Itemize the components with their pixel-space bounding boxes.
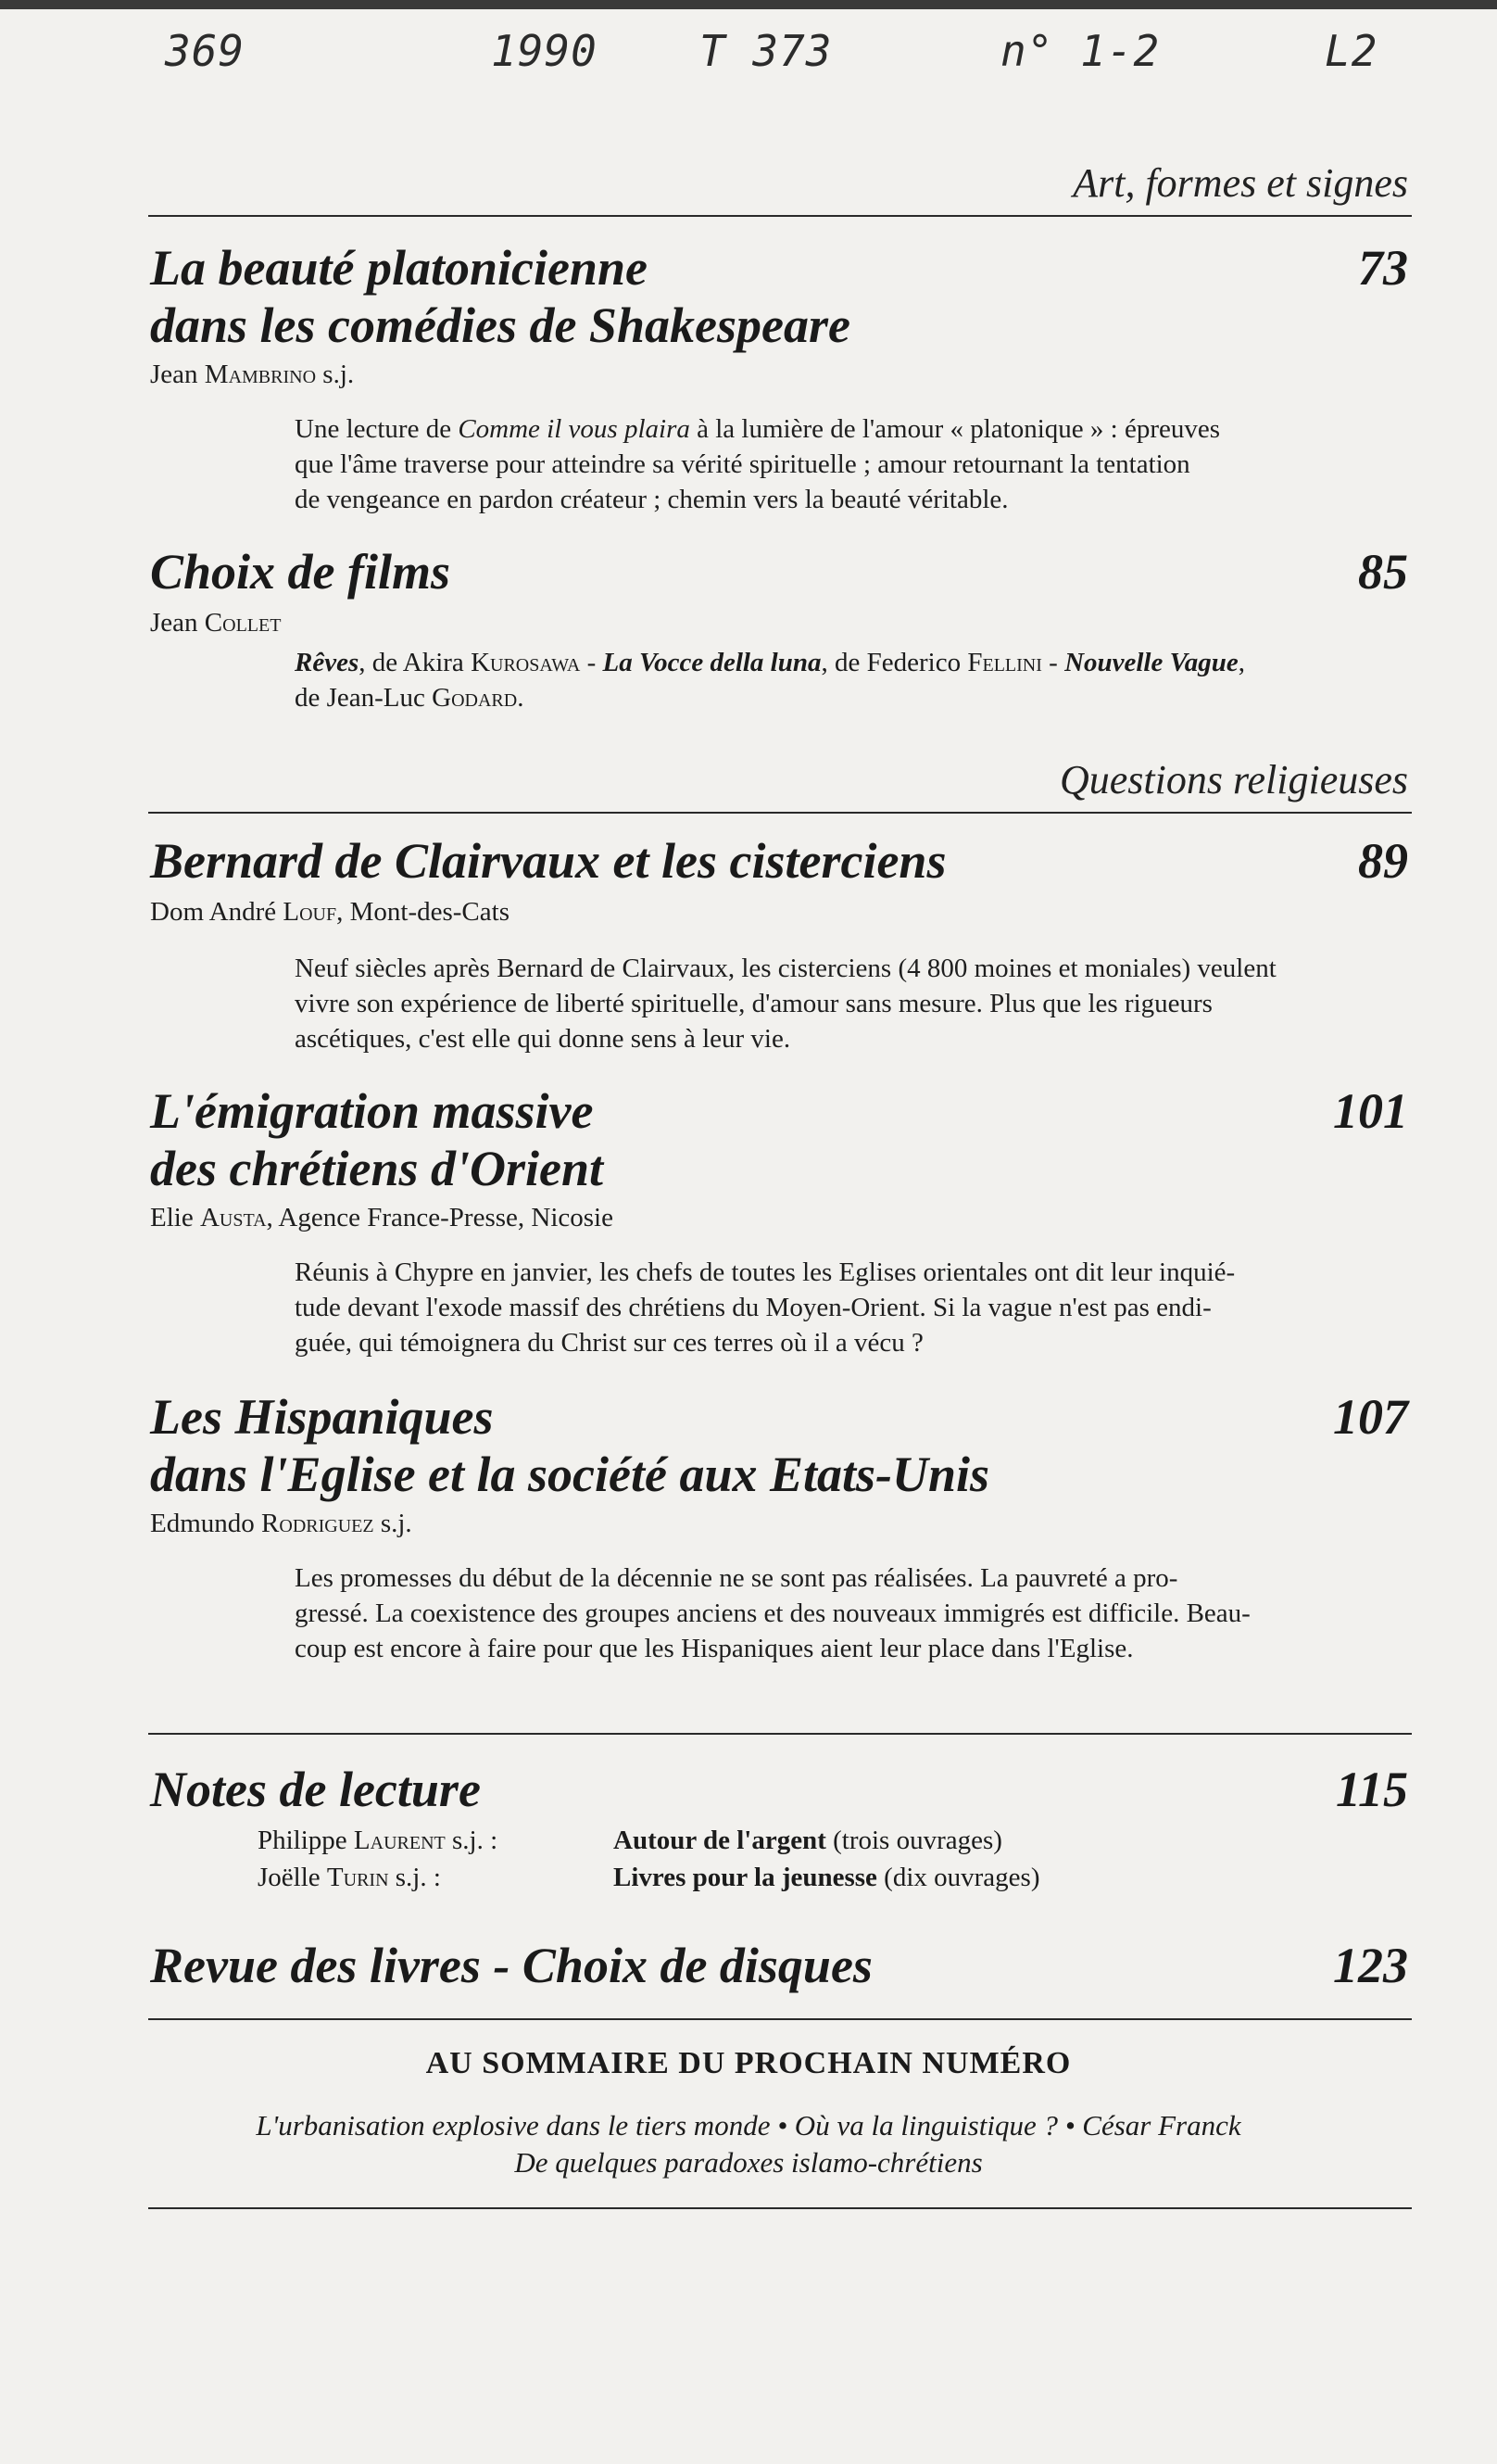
article-author: Jean Collet (150, 608, 282, 638)
article-title-line: Choix de films (150, 544, 451, 600)
article-author: Dom André Louf, Mont-des-Cats (150, 897, 509, 927)
handwritten-shelf: L2 (1325, 26, 1378, 76)
article-title-line: Les Hispaniques (150, 1389, 494, 1445)
handwritten-number: 369 (165, 26, 245, 76)
article-title-line: Bernard de Clairvaux et les cisterciens (150, 833, 947, 889)
article-page-number: 89 (1358, 833, 1408, 889)
section-rule (148, 215, 1412, 217)
summary-line: ascétiques, c'est elle qui donne sens à leur vie. (295, 1024, 791, 1054)
notes-entry: Philippe Laurent s.j. : Autour de l'argent (trois ouvrages) (258, 1826, 1002, 1855)
summary-line: que l'âme traverse pour atteindre sa vérité spirituelle ; amour retournant la tentation (295, 449, 1190, 479)
article-page-number: 73 (1358, 240, 1408, 296)
section-heading-art: Art, formes et signes (1073, 160, 1408, 206)
article-title-line: L'émigration massive (150, 1083, 594, 1139)
film-list: Rêves, de Akira Kurosawa - La Vocce della luna, de Federico Fellini - Nouvelle Vague, de Jean-Luc Godard. (295, 648, 1245, 713)
scan-edge (0, 0, 1497, 9)
notes-page-number: 115 (1335, 1762, 1408, 1817)
article-title-line: dans les comédies de Shakespeare (150, 297, 850, 353)
article-author: Jean Mambrino s.j. (150, 360, 355, 389)
handwritten-volume: T 373 (699, 26, 833, 76)
reviews-title: Revue des livres - Choix de disques (150, 1938, 873, 1993)
summary-line: tude devant l'exode massif des chrétiens du Moyen-Orient. Si la vague n'est pas endi- (295, 1293, 1212, 1322)
article-title-line: dans l'Eglise et la société aux Etats-Unis (150, 1447, 990, 1502)
summary-line: de vengeance en pardon créateur ; chemin vers la beauté véritable. (295, 485, 1009, 514)
next-issue-topics: L'urbanisation explosive dans le tiers monde • Où va la linguistique ? • César Franck (256, 2109, 1241, 2142)
article-summary (295, 951, 1412, 1056)
summary-line: guée, qui témoignera du Christ sur ces terres où il a vécu ? (295, 1328, 924, 1358)
summary-line: gressé. La coexistence des groupes anciens et des nouveaux immigrés est difficile. Beau- (295, 1598, 1251, 1628)
section-heading-religion: Questions religieuses (1060, 757, 1408, 802)
next-issue-topics: De quelques paradoxes islamo-chrétiens (514, 2146, 983, 2179)
reviews-page-number: 123 (1333, 1938, 1408, 1993)
article-page-number: 85 (1358, 544, 1408, 600)
section-rule (148, 812, 1412, 814)
summary-line: Les promesses du début de la décennie ne se sont pas réalisées. La pauvreté a pro- (295, 1563, 1178, 1593)
summary-line: Neuf siècles après Bernard de Clairvaux, les cisterciens (4 800 moines et moniales) veulent (295, 954, 1277, 983)
summary-line: vivre son expérience de liberté spirituelle, d'amour sans mesure. Plus que les rigueurs (295, 989, 1213, 1018)
article-title-line: La beauté platonicienne (150, 240, 648, 296)
article-author: Edmundo Rodriguez s.j. (150, 1509, 412, 1538)
article-page-number: 101 (1333, 1083, 1408, 1139)
summary-line: coup est encore à faire pour que les Hispaniques aient leur place dans l'Eglise. (295, 1634, 1134, 1663)
handwritten-year: 1990 (491, 26, 598, 76)
article-summary (295, 411, 1412, 517)
article-summary (295, 1561, 1412, 1666)
section-rule (148, 1733, 1412, 1735)
article-summary (295, 1255, 1412, 1360)
section-rule (148, 2207, 1412, 2209)
summary-line: Une lecture de Comme il vous plaira à la lumière de l'amour « platonique » : épreuves (295, 414, 1221, 444)
section-rule (148, 2018, 1412, 2020)
next-issue-heading: AU SOMMAIRE DU PROCHAIN NUMÉRO (425, 2046, 1072, 2080)
notes-entry: Joëlle Turin s.j. : Livres pour la jeunesse (dix ouvrages) (258, 1863, 1040, 1892)
notes-title: Notes de lecture (150, 1762, 481, 1817)
article-author: Elie Austa, Agence France-Presse, Nicosie (150, 1203, 613, 1232)
article-title-line: des chrétiens d'Orient (150, 1141, 604, 1196)
summary-line: Réunis à Chypre en janvier, les chefs de toutes les Eglises orientales ont dit leur inquié- (295, 1257, 1236, 1287)
handwritten-issue: n° 1-2 (1000, 26, 1161, 76)
article-page-number: 107 (1333, 1389, 1408, 1445)
